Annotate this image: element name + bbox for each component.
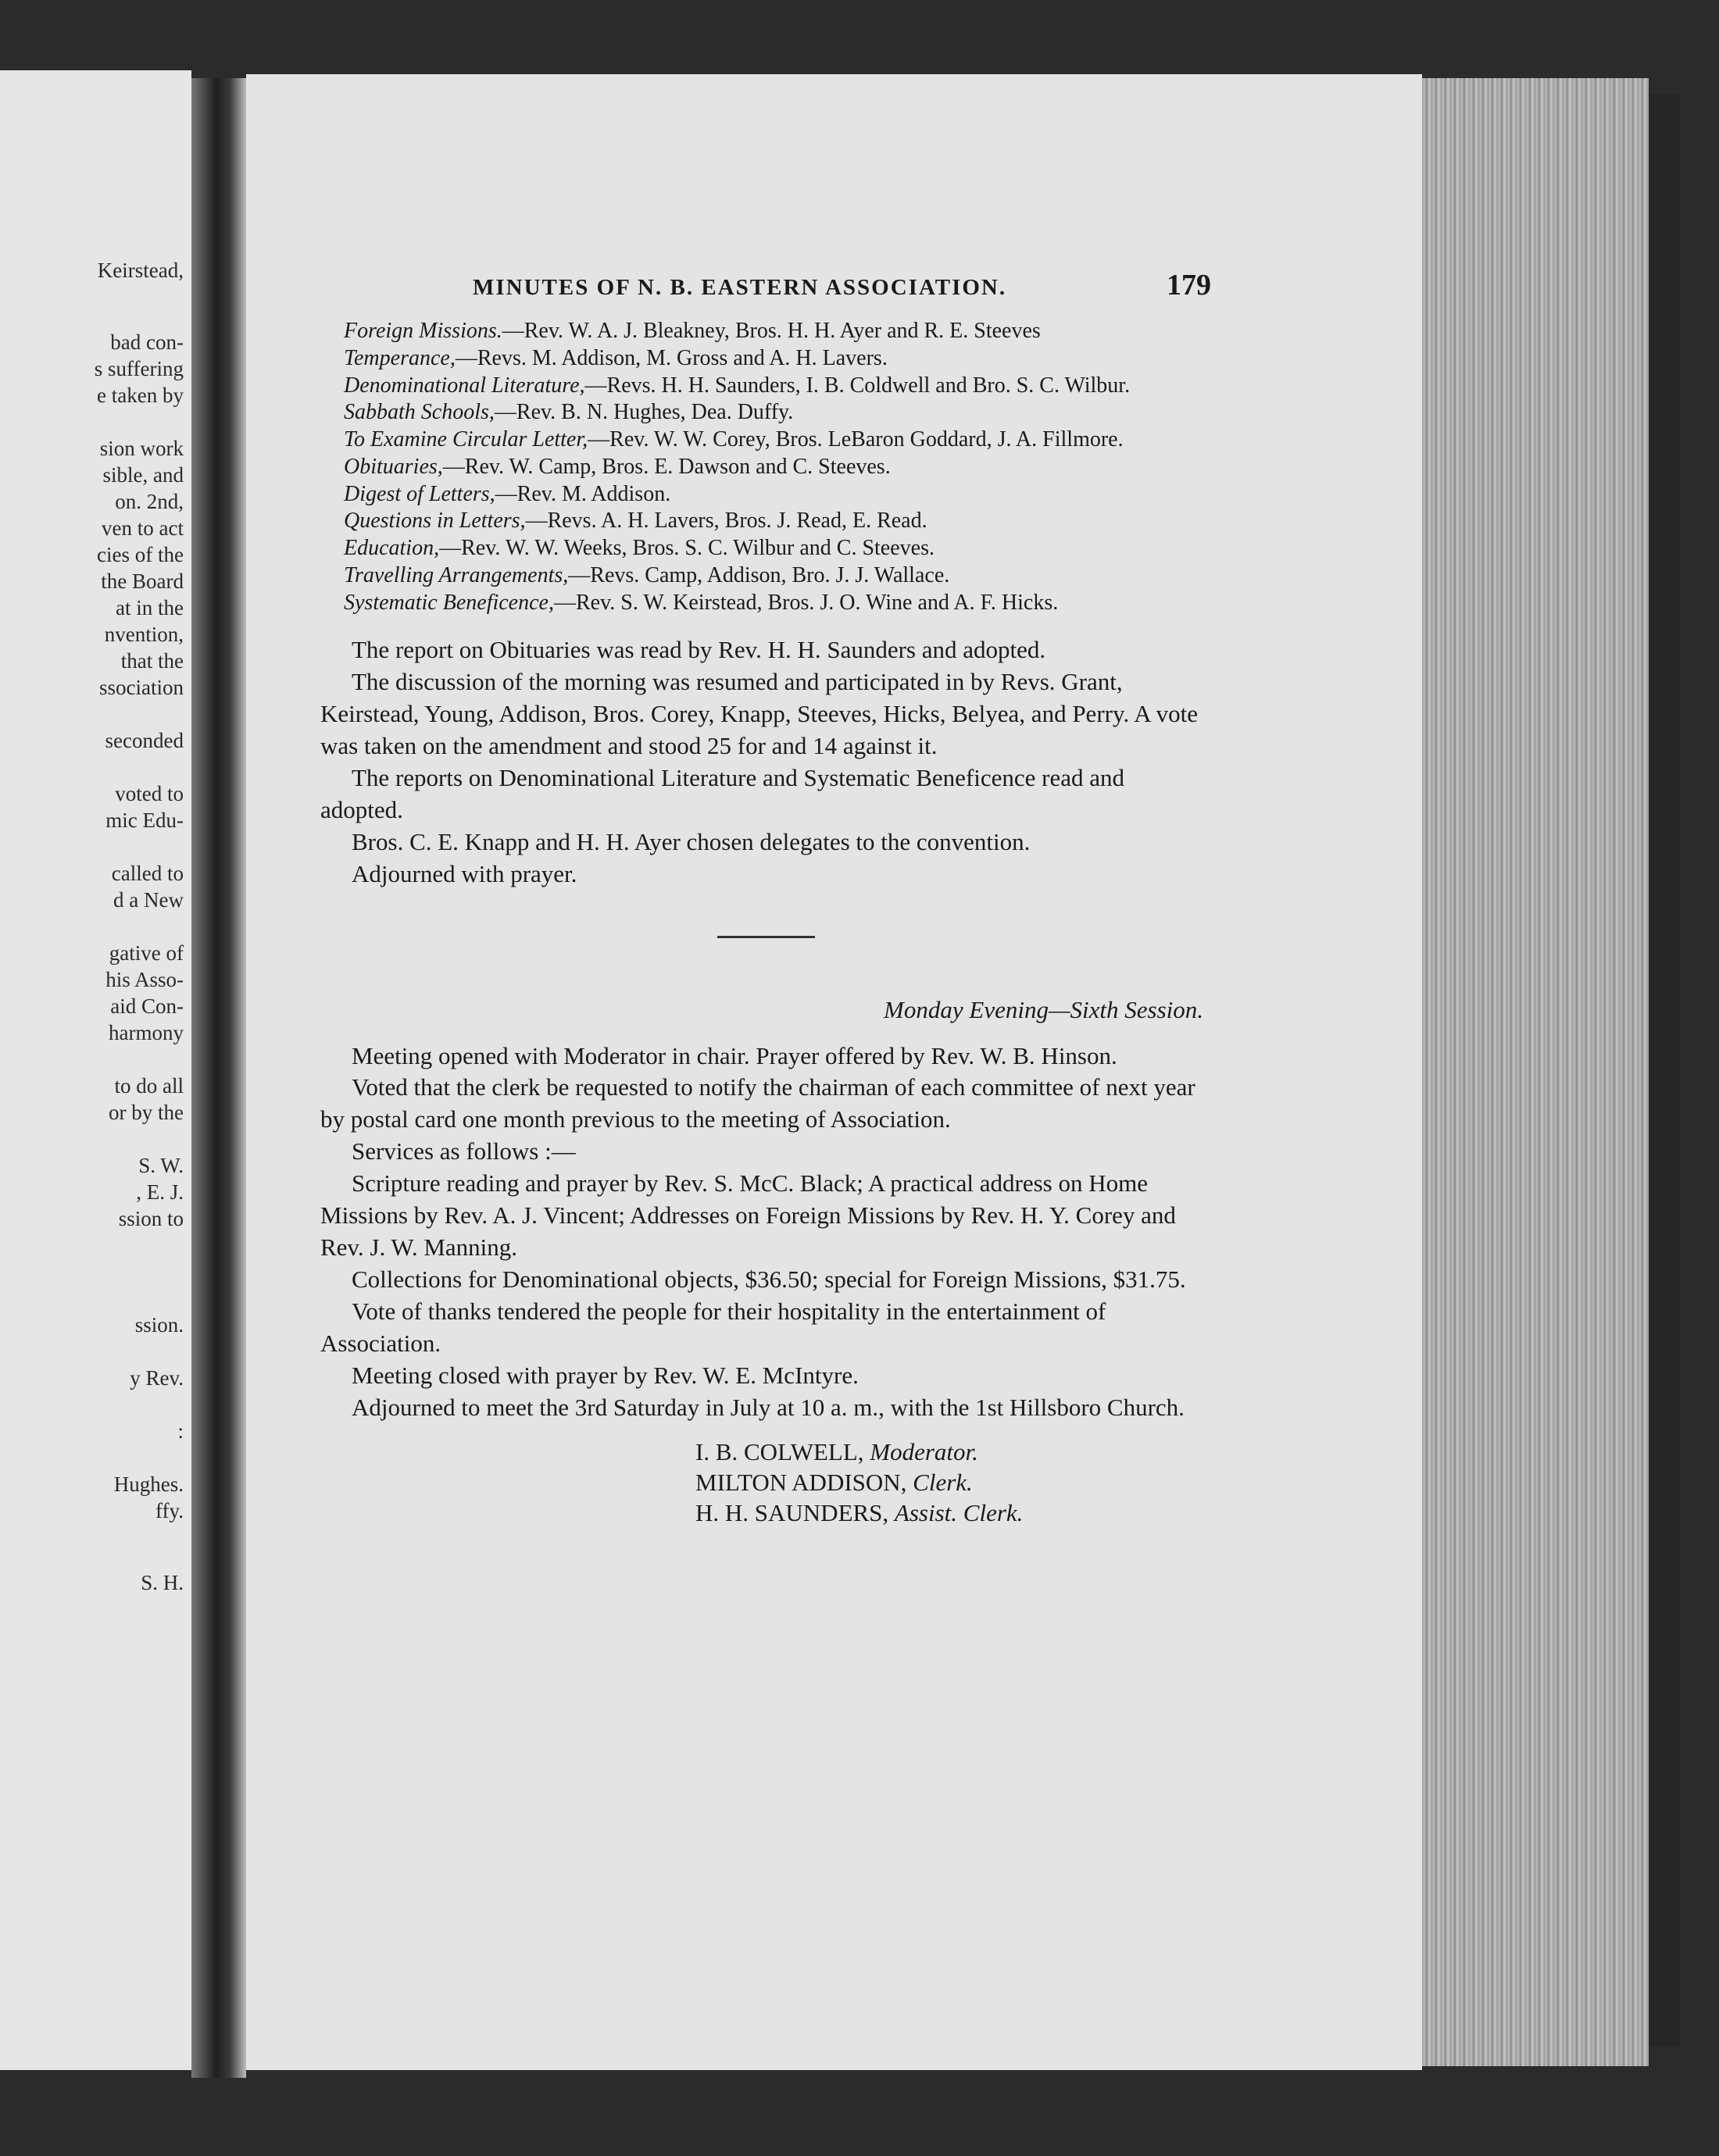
left-page-text-fragment: called to (111, 862, 184, 885)
committee-entry (320, 455, 1211, 480)
committee-name: Education, (344, 536, 440, 561)
page-number: 179 (1167, 269, 1211, 302)
committee-members: —Rev. W. Camp, Bros. E. Dawson and C. Steeves. (442, 454, 891, 479)
left-page-text-fragment: seconded (105, 729, 184, 752)
signatory-role: Moderator. (870, 1438, 978, 1466)
committee-entry (320, 509, 1211, 534)
committee-members: —Revs. A. H. Lavers, Bros. J. Read, E. Read. (525, 509, 927, 534)
committee-name: Systematic Beneficence, (344, 590, 554, 615)
committee-members: —Rev. W. W. Weeks, Bros. S. C. Wilbur and C. Steeves. (439, 536, 935, 561)
committee-entry (320, 319, 1211, 344)
signatures (695, 1437, 1211, 1528)
committee-entry (320, 482, 1211, 508)
committee-name: Questions in Letters, (344, 509, 526, 534)
left-page-text-fragment: the Board (101, 569, 184, 593)
book-gutter (191, 78, 246, 2078)
left-page-text-fragment: or by the (109, 1101, 184, 1124)
left-page-text-fragment: ssion to (118, 1207, 184, 1230)
paragraph: Adjourned with prayer. (352, 859, 577, 887)
left-page-text-fragment: that the (120, 649, 184, 673)
left-page-text-fragment: sible, and (102, 463, 184, 487)
page-content (320, 266, 1211, 1529)
paragraph: Meeting closed with prayer by Rev. W. E. McIntyre. (352, 1361, 859, 1389)
running-head (320, 266, 1211, 305)
signatory-name: I. B. COLWELL, (695, 1438, 870, 1466)
committee-entry (320, 563, 1211, 589)
left-page-text-fragment: gative of (109, 941, 184, 965)
left-page-text-fragment: bad con- (110, 330, 184, 354)
committee-members: —Rev. S. W. Keirstead, Bros. J. O. Wine and A. F. Hicks. (553, 590, 1059, 615)
left-page-text-fragment: at in the (116, 596, 184, 619)
left-page-text-fragment: on. 2nd, (115, 490, 184, 513)
left-page-text-fragment: mic Edu- (105, 808, 184, 832)
signatory-role: Clerk. (913, 1469, 973, 1497)
committee-name: Travelling Arrangements, (344, 562, 569, 587)
committee-list (320, 319, 1211, 616)
paragraph: The reports on Denominational Literature and Systematic Beneficence read and adopted. (320, 764, 1125, 823)
committee-name: To Examine Circular Letter, (344, 427, 588, 452)
left-page-text-fragment: sion work (99, 437, 184, 460)
paragraph: Meeting opened with Moderator in chair. Prayer offered by Rev. W. B. Hinson. (352, 1041, 1117, 1069)
committee-members: —Revs. H. H. Saunders, I. B. Coldwell and Bro. S. C. Wilbur. (584, 373, 1131, 398)
committee-name: Sabbath Schools, (344, 400, 495, 425)
signatory-role: Assist. Clerk. (894, 1498, 1024, 1526)
paragraph: Scripture reading and prayer by Rev. S. McC. Black; A practical address on Home Missions by Rev. A. J. Vincent; Addresses on Foreign Missions by Rev. H. Y. Corey and Rev. J. W. Manning. (320, 1169, 1176, 1261)
left-page-text-fragment: S. W. (138, 1154, 184, 1177)
paragraph: Bros. C. E. Knapp and H. H. Ayer chosen delegates to the convention. (352, 827, 1031, 855)
paragraph: The discussion of the morning was resumed and participated in by Revs. Grant, Keirstead, Young, Addison, Bros. Corey, Knapp, Steeves, Hicks, Belyea, and Perry. A vote was taken on the amendment and stood 25 for and 14 against it. (320, 668, 1199, 760)
committee-members: —Rev. W. W. Corey, Bros. LeBaron Goddard, J. A. Fillmore. (588, 427, 1124, 452)
committee-members: —Rev. M. Addison. (495, 481, 671, 506)
proceedings-fifth-session (320, 634, 1211, 890)
proceedings-sixth-session (320, 1041, 1211, 1424)
committee-name: Temperance, (344, 345, 456, 370)
section-divider (717, 936, 815, 938)
signatory-name: MILTON ADDISON, (695, 1469, 913, 1497)
left-page-text-fragment: aid Con- (110, 994, 184, 1018)
paragraph: Collections for Denominational objects, $36.50; special for Foreign Missions, $31.75. (352, 1265, 1186, 1293)
committee-entry (320, 373, 1211, 399)
committee-members: —Rev. B. N. Hughes, Dea. Duffy. (494, 400, 794, 425)
signature-line (695, 1498, 1211, 1529)
left-page-text-fragment: d a New (113, 888, 184, 912)
session-heading: Monday Evening—Sixth Session. (884, 995, 1203, 1023)
left-page-text-fragment: s suffering (94, 357, 184, 380)
signatory-name: H. H. SAUNDERS, (695, 1498, 895, 1526)
left-page-text-fragment: to do all (114, 1074, 184, 1098)
left-page-text-fragment: y Rev. (130, 1366, 184, 1390)
paragraph: Adjourned to meet the 3rd Saturday in July at 10 a. m., with the 1st Hillsboro Church. (352, 1393, 1185, 1421)
committee-members: —Revs. M. Addison, M. Gross and A. H. Lavers. (455, 345, 888, 370)
paragraph: Vote of thanks tendered the people for their hospitality in the entertainment of Association. (320, 1297, 1106, 1357)
left-page-text-fragment: Hughes. (113, 1472, 184, 1496)
committee-entry (320, 400, 1211, 426)
left-page-text-fragment: Keirstead, (97, 259, 184, 282)
committee-entry (320, 591, 1211, 616)
left-page-text-fragment: , E. J. (136, 1180, 184, 1204)
running-title: MINUTES OF N. B. EASTERN ASSOCIATION. (473, 275, 1007, 300)
committee-members: —Rev. W. A. J. Bleakney, Bros. H. H. Ayer and R. E. Steeves (502, 319, 1041, 344)
book-cover-edge (1649, 94, 1680, 2047)
signature-line (695, 1468, 1211, 1498)
paragraph: The report on Obituaries was read by Rev. H. H. Saunders and adopted. (352, 636, 1046, 664)
paragraph: Services as follows :— (352, 1137, 576, 1165)
left-page-text-fragment: ssociation (99, 676, 184, 699)
left-page-text-fragment: cies of the (97, 543, 184, 566)
committee-name: Denominational Literature, (344, 373, 585, 398)
left-page-text-fragment: nvention, (104, 623, 184, 646)
committee-name: Foreign Missions. (344, 319, 502, 344)
page-edges (1422, 78, 1649, 2066)
left-page-text-fragment: his Asso- (105, 968, 184, 991)
left-page-text-fragment: voted to (115, 782, 184, 805)
committee-entry (320, 346, 1211, 372)
left-page-text-fragment: S. H. (141, 1571, 184, 1594)
left-page (0, 70, 191, 2070)
left-page-text-fragment: : (177, 1419, 184, 1443)
left-page-text-fragment: ven to act (102, 516, 184, 540)
left-page-text-fragment: ssion. (134, 1313, 184, 1337)
committee-entry (320, 427, 1211, 453)
left-page-text-fragment: ffy. (155, 1499, 184, 1522)
committee-entry (320, 536, 1211, 562)
committee-name: Obituaries, (344, 454, 443, 479)
paragraph: Voted that the clerk be requested to notify the chairman of each committee of next year by postal card one month previous to the meeting of Association. (320, 1073, 1195, 1133)
signature-line (695, 1437, 1211, 1468)
committee-members: —Revs. Camp, Addison, Bro. J. J. Wallace. (568, 562, 950, 587)
left-page-text-fragment: harmony (109, 1021, 184, 1044)
left-page-text-fragment: e taken by (97, 384, 184, 407)
committee-name: Digest of Letters, (344, 481, 495, 506)
